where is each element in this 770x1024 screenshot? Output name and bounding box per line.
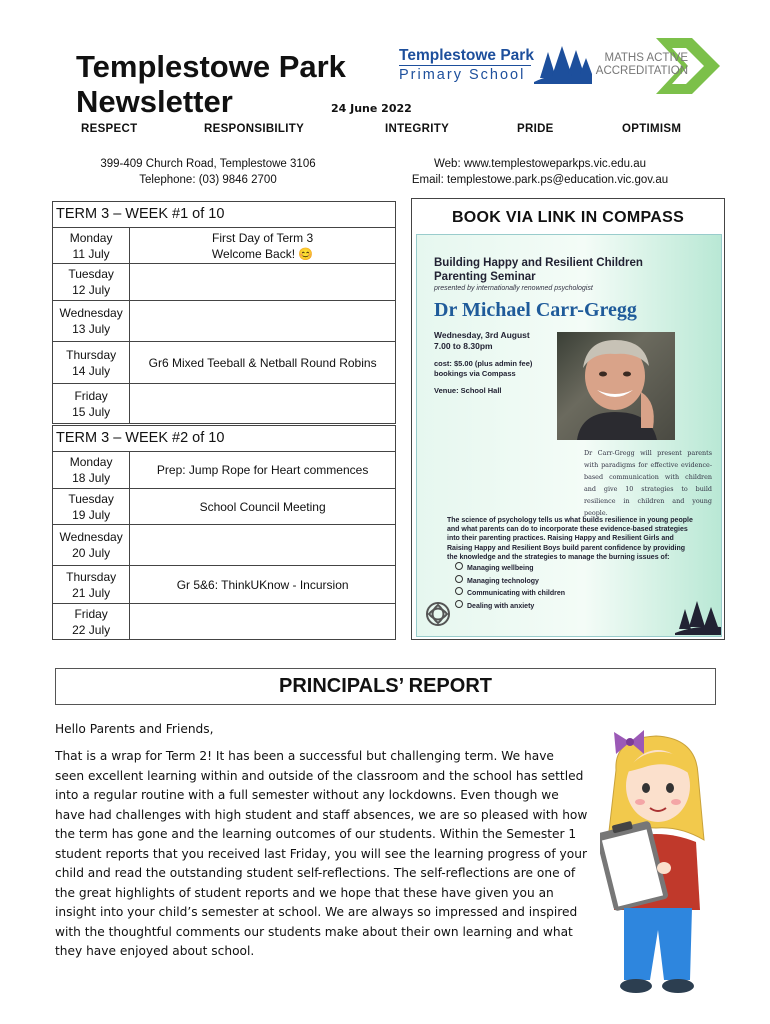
seminar-flyer[interactable] [416, 234, 722, 637]
value-respect: RESPECT [81, 123, 138, 135]
day-name: Wednesday [59, 306, 123, 320]
school-values [0, 123, 770, 139]
circle-bullet-icon [455, 575, 463, 583]
week2-heading: TERM 3 – WEEK #2 of 10 [52, 425, 396, 452]
event-text: School Council Meeting [199, 499, 326, 514]
day-cell [53, 489, 130, 525]
school-logo [396, 44, 592, 86]
flyer-bullet-list [455, 562, 565, 612]
table-row [53, 566, 396, 604]
newsletter-title-line2: Newsletter [76, 84, 233, 119]
event-cell [130, 264, 396, 301]
flyer-time: 7.00 to 8.30pm [434, 341, 493, 351]
list-item [455, 600, 565, 613]
event-text: Prep: Jump Rope for Heart commences [156, 463, 369, 477]
day-cell [53, 264, 130, 301]
value-pride: PRIDE [517, 123, 554, 135]
seminar-box [411, 198, 725, 640]
event-text-line2: Welcome Back! 😊 [211, 246, 314, 261]
contact-right [395, 156, 685, 188]
day-name: Tuesday [68, 267, 114, 281]
report-line: seen excellent learning within and outside of the classroom and the school has settled [55, 768, 584, 783]
flyer-cost: cost: $5.00 (plus admin fee) [434, 359, 533, 368]
table-row [53, 384, 396, 424]
day-cell [53, 525, 130, 566]
report-line: they have enjoyed about school. [55, 944, 255, 958]
event-cell [130, 384, 396, 424]
school-telephone: Telephone: (03) 9846 2700 [139, 174, 277, 186]
event-cell [130, 228, 396, 264]
value-integrity: INTEGRITY [385, 123, 450, 135]
day-date: 18 July [72, 471, 111, 485]
day-date: 11 July [72, 246, 110, 261]
table-row [53, 301, 396, 342]
day-date: 14 July [72, 363, 111, 378]
newsletter-title-line1: Templestowe Park [76, 49, 346, 84]
day-date: 20 July [72, 546, 111, 560]
report-line: with the thoughtful comments our students make about their own learning and what [55, 924, 573, 939]
table-row [53, 489, 396, 525]
circle-bullet-icon [455, 600, 463, 608]
day-name: Thursday [66, 347, 117, 362]
report-line: have had challenges with high student and staff absences, we are so pleased with how [55, 807, 588, 822]
flyer-trees-icon [675, 597, 721, 635]
report-line: into a regular routine with a full semester without any lockdowns. Even though we [55, 788, 559, 802]
school-email-link[interactable]: Email: templestowe.park.ps@education.vic.gov.au [411, 174, 669, 186]
day-date: 12 July [72, 283, 111, 297]
day-cell [53, 301, 130, 342]
event-cell [130, 566, 396, 604]
day-name: Wednesday [59, 530, 123, 544]
school-logo-subtitle: Primary School [399, 67, 526, 83]
table-row [53, 604, 396, 640]
day-name: Thursday [66, 569, 117, 584]
event-text: Gr 5&6: ThinkUKnow - Incursion [176, 577, 349, 592]
table-row [53, 264, 396, 301]
day-date: 21 July [72, 585, 111, 600]
bullet-label: Managing wellbeing [467, 565, 534, 572]
day-date: 19 July [72, 507, 111, 522]
event-cell [130, 525, 396, 566]
report-line: the term has gone and the learning outcomes of our students. Within the Semester 1 [55, 827, 577, 841]
day-date: 15 July [72, 404, 111, 419]
flyer-speaker-note: Dr Carr-Gregg will present parents with paradigms for effective evidence-based communication with children and give 10 strategies to build resilience in children and young people. [584, 449, 712, 517]
celtic-knot-icon [423, 599, 453, 629]
event-text: Gr6 Mixed Teeball & Netball Round Robins [148, 355, 377, 370]
table-row [53, 228, 396, 264]
week1-table [52, 227, 396, 424]
table-row [53, 452, 396, 489]
day-name: Friday [74, 388, 108, 403]
school-website-link[interactable]: Web: www.templestoweparkps.vic.edu.au [434, 158, 646, 170]
school-address: 399-409 Church Road, Templestowe 3106 [100, 158, 316, 170]
value-optimism: OPTIMISM [622, 123, 682, 135]
event-cell [130, 604, 396, 640]
maths-accreditation-logo [592, 38, 724, 94]
flyer-speaker-name: Dr Michael Carr-Gregg [434, 299, 637, 321]
table-row [53, 342, 396, 384]
day-cell [53, 228, 130, 264]
week2-table [52, 451, 396, 640]
flyer-title-line2: Parenting Seminar [434, 271, 536, 283]
week1-heading: TERM 3 – WEEK #1 of 10 [52, 201, 396, 228]
circle-bullet-icon [455, 562, 463, 570]
event-cell [130, 301, 396, 342]
report-line: insight into your child’s semester at school. We are always so impressed and inspired [55, 905, 578, 919]
speaker-portrait-icon [557, 332, 675, 440]
value-responsibility: RESPONSIBILITY [204, 123, 305, 135]
school-logo-name: Templestowe Park [399, 47, 534, 64]
flyer-title-line1: Building Happy and Resilient Children [434, 257, 643, 269]
bullet-label: Managing technology [467, 577, 539, 585]
report-line: child and read the outstanding student self-reflections. The self-reflections are one of [55, 866, 576, 880]
newsletter-date: 24 June 2022 [331, 102, 412, 115]
list-item [455, 587, 565, 600]
day-date: 22 July [72, 622, 111, 637]
bullet-label: Communicating with children [467, 590, 566, 597]
flyer-bookings: bookings via Compass [434, 369, 516, 378]
flyer-date: Wednesday, 3rd August [434, 330, 530, 340]
report-line: student reports that you received last Friday, you will see the learning progress of your [55, 846, 587, 861]
day-name: Tuesday [68, 491, 114, 506]
circle-bullet-icon [455, 587, 463, 595]
table-row [53, 525, 396, 566]
school-logo-divider [399, 65, 531, 66]
principals-report-heading: PRINCIPALS’ REPORT [55, 668, 716, 705]
maths-label-line1: MATHS ACTIVE [604, 52, 688, 64]
day-name: Friday [74, 606, 108, 621]
day-cell [53, 384, 130, 424]
book-via-compass-heading: BOOK VIA LINK IN COMPASS [451, 209, 685, 226]
report-greeting: Hello Parents and Friends, [55, 722, 214, 736]
flyer-presented-by: presented by internationally renowned psychologist [434, 285, 593, 292]
event-cell [130, 452, 396, 489]
day-cell [53, 342, 130, 384]
report-line: the great highlights of student reports and we hope that these have given you an [55, 885, 554, 900]
day-name: Monday [69, 230, 113, 245]
flyer-venue: Venue: School Hall [434, 386, 502, 395]
day-cell [53, 566, 130, 604]
event-cell [130, 489, 396, 525]
day-cell [53, 604, 130, 640]
event-text: First Day of Term 3 [212, 230, 314, 245]
pine-trees-icon [534, 44, 592, 84]
girl-clipboard-illustration [600, 730, 712, 1012]
list-item [455, 562, 565, 575]
report-body [55, 747, 615, 962]
day-date: 13 July [72, 322, 111, 336]
contact-left [58, 156, 358, 188]
speaker-photo [557, 332, 675, 440]
maths-label-line2: ACCREDITATION [595, 65, 688, 77]
event-cell [130, 342, 396, 384]
list-item [455, 575, 565, 588]
day-name: Monday [69, 455, 113, 469]
report-line: That is a wrap for Term 2! It has been a successful but challenging term. We have [55, 749, 554, 763]
bullet-label: Dealing with anxiety [467, 602, 535, 610]
day-cell [53, 452, 130, 489]
flyer-body-text: The science of psychology tells us what builds resilience in young people and what parents can do to incorporate these evidence-based strategies into their parenting practices. Raising Happy and Resilient Girls and Raising Happy and Resilient Boys build parent confidence by providing the knowledge and the strategies to manage the burning issues of: [447, 517, 693, 561]
